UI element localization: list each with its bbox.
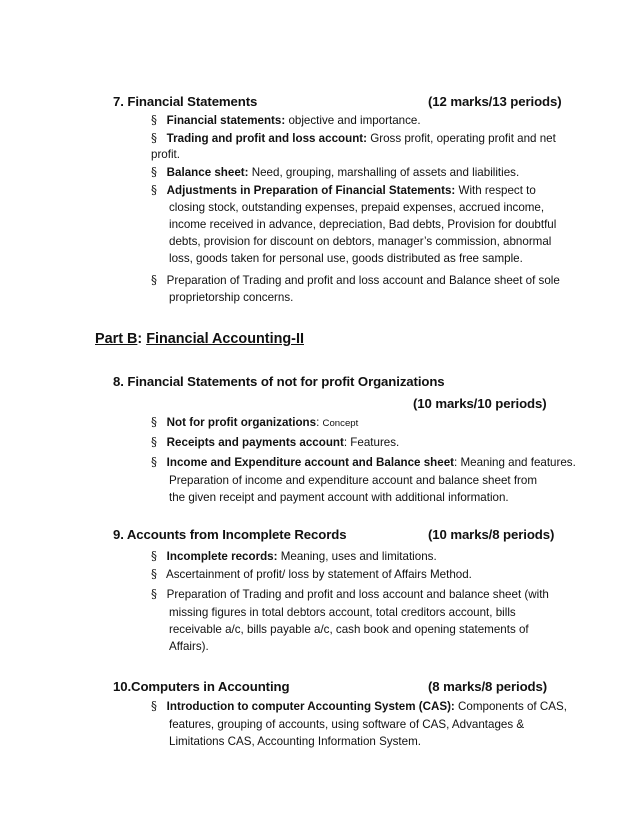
bullet-icon: § <box>151 455 157 469</box>
section-7-heading: 7. Financial Statements <box>113 94 258 109</box>
list-item-continuation: Affairs). <box>169 640 209 653</box>
bullet-icon: § <box>151 273 157 287</box>
list-item-continuation: profit. <box>151 148 180 161</box>
bullet-icon: § <box>151 165 157 179</box>
bullet-icon: § <box>151 587 157 601</box>
list-item-continuation: missing figures in total debtors account, total creditors account, bills <box>169 606 516 619</box>
section-9-marks: (10 marks/8 periods) <box>428 527 555 542</box>
bullet-icon: § <box>151 183 157 197</box>
bullet-icon: § <box>151 113 157 127</box>
bullet-icon: § <box>151 699 157 713</box>
list-item: § Not for profit organizations: Concept <box>151 415 359 429</box>
list-item-continuation: loss, goods taken for personal use, goods distributed as free sample. <box>169 252 523 265</box>
list-item-continuation: Preparation of income and expenditure account and balance sheet from <box>169 474 538 487</box>
list-item-continuation: closing stock, outstanding expenses, prepaid expenses, accrued income, <box>169 201 545 214</box>
section-9-heading: 9. Accounts from Incomplete Records <box>113 527 347 542</box>
bullet-icon: § <box>151 567 157 581</box>
part-b-heading: Part B: Financial Accounting-II <box>95 331 304 347</box>
list-item: § Financial statements: objective and importance. <box>151 113 421 127</box>
section-8-marks: (10 marks/10 periods) <box>413 396 547 411</box>
bullet-icon: § <box>151 415 157 429</box>
list-item-continuation: the given receipt and payment account with additional information. <box>169 491 509 504</box>
bullet-icon: § <box>151 131 157 145</box>
list-item-continuation: Limitations CAS, Accounting Information System. <box>169 735 421 748</box>
list-item-continuation: debts, provision for discount on debtors, manager’s commission, abnormal <box>169 235 552 248</box>
section-10-marks: (8 marks/8 periods) <box>428 679 548 694</box>
list-item: § Ascertainment of profit/ loss by statement of Affairs Method. <box>151 567 472 581</box>
list-item: § Preparation of Trading and profit and loss account and balance sheet (with <box>151 587 549 601</box>
list-item: § Income and Expenditure account and Balance sheet: Meaning and features. <box>151 455 576 469</box>
list-item: § Preparation of Trading and profit and loss account and Balance sheet of sole <box>151 273 560 287</box>
list-item: § Balance sheet: Need, grouping, marshalling of assets and liabilities. <box>151 165 520 179</box>
section-7-marks: (12 marks/13 periods) <box>428 94 562 109</box>
list-item-continuation: features, grouping of accounts, using software of CAS, Advantages & <box>169 718 525 731</box>
list-item: § Incomplete records: Meaning, uses and limitations. <box>151 549 437 563</box>
list-item-continuation: income received in advance, depreciation, Bad debts, Provision for doubtful <box>169 218 557 231</box>
list-item: § Receipts and payments account: Features. <box>151 435 400 449</box>
list-item: § Trading and profit and loss account: Gross profit, operating profit and net <box>151 131 556 145</box>
list-item: § Adjustments in Preparation of Financial Statements: With respect to <box>151 183 536 197</box>
list-item-continuation: proprietorship concerns. <box>169 291 294 304</box>
bullet-icon: § <box>151 549 157 563</box>
list-item: § Introduction to computer Accounting System (CAS): Components of CAS, <box>151 699 567 713</box>
section-10-heading: 10.Computers in Accounting <box>113 679 290 694</box>
bullet-icon: § <box>151 435 157 449</box>
section-8-heading: 8. Financial Statements of not for profit Organizations <box>113 374 445 389</box>
list-item-continuation: receivable a/c, bills payable a/c, cash book and opening statements of <box>169 623 529 636</box>
